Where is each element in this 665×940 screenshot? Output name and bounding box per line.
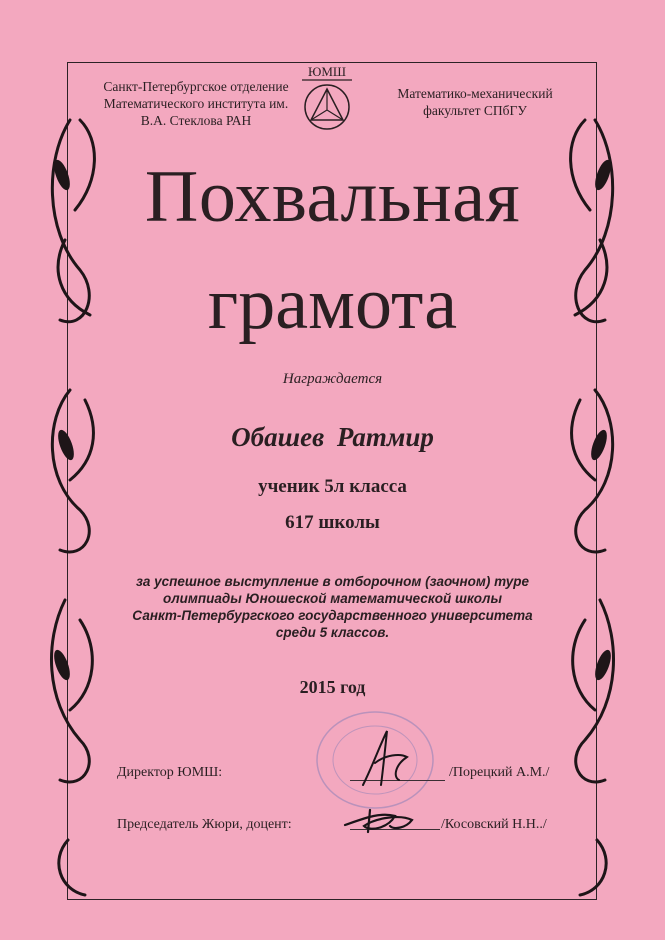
certificate-title-line2: грамота (207, 263, 458, 345)
award-reason (95, 573, 570, 641)
jury-chair-label: Председатель Жюри, доцент: (117, 817, 292, 832)
award-reason-line: олимпиады Юношеской математической школы (163, 591, 502, 606)
director-label: Директор ЮМШ: (117, 765, 223, 780)
organizer-left-line: В.А. Стеклова РАН (140, 113, 252, 128)
director-signature (355, 725, 415, 790)
award-year: 2015 год (299, 677, 366, 697)
award-reason-line: Санкт-Петербургского государственного университета (132, 608, 533, 623)
jury-chair-signature (340, 800, 430, 840)
organizer-left (86, 78, 306, 129)
awarded-label: Награждается (282, 371, 383, 387)
school-logo (296, 62, 358, 134)
organizer-right-line: факультет СПбГУ (423, 103, 527, 118)
certificate-title-line1: Похвальная (144, 156, 521, 238)
logo-text: ЮМШ (307, 64, 347, 79)
director-name: /Порецкий А.М./ (449, 765, 550, 780)
jury-chair-name: /Косовский Н.Н../ (441, 817, 547, 832)
organizer-left-line: Математического института им. (103, 96, 289, 111)
recipient-grade: ученик 5л класса (258, 476, 407, 497)
organizer-right-line: Математико-механический (397, 86, 553, 101)
organizer-left-line: Санкт-Петербургское отделение (103, 79, 289, 94)
organizer-right (380, 85, 570, 119)
recipient-school: 617 школы (285, 512, 380, 533)
award-reason-line: среди 5 классов. (275, 625, 390, 640)
recipient-name: Обашев Ратмир (231, 422, 434, 452)
award-reason-line: за успешное выступление в отборочном (заочном) туре (135, 574, 530, 589)
